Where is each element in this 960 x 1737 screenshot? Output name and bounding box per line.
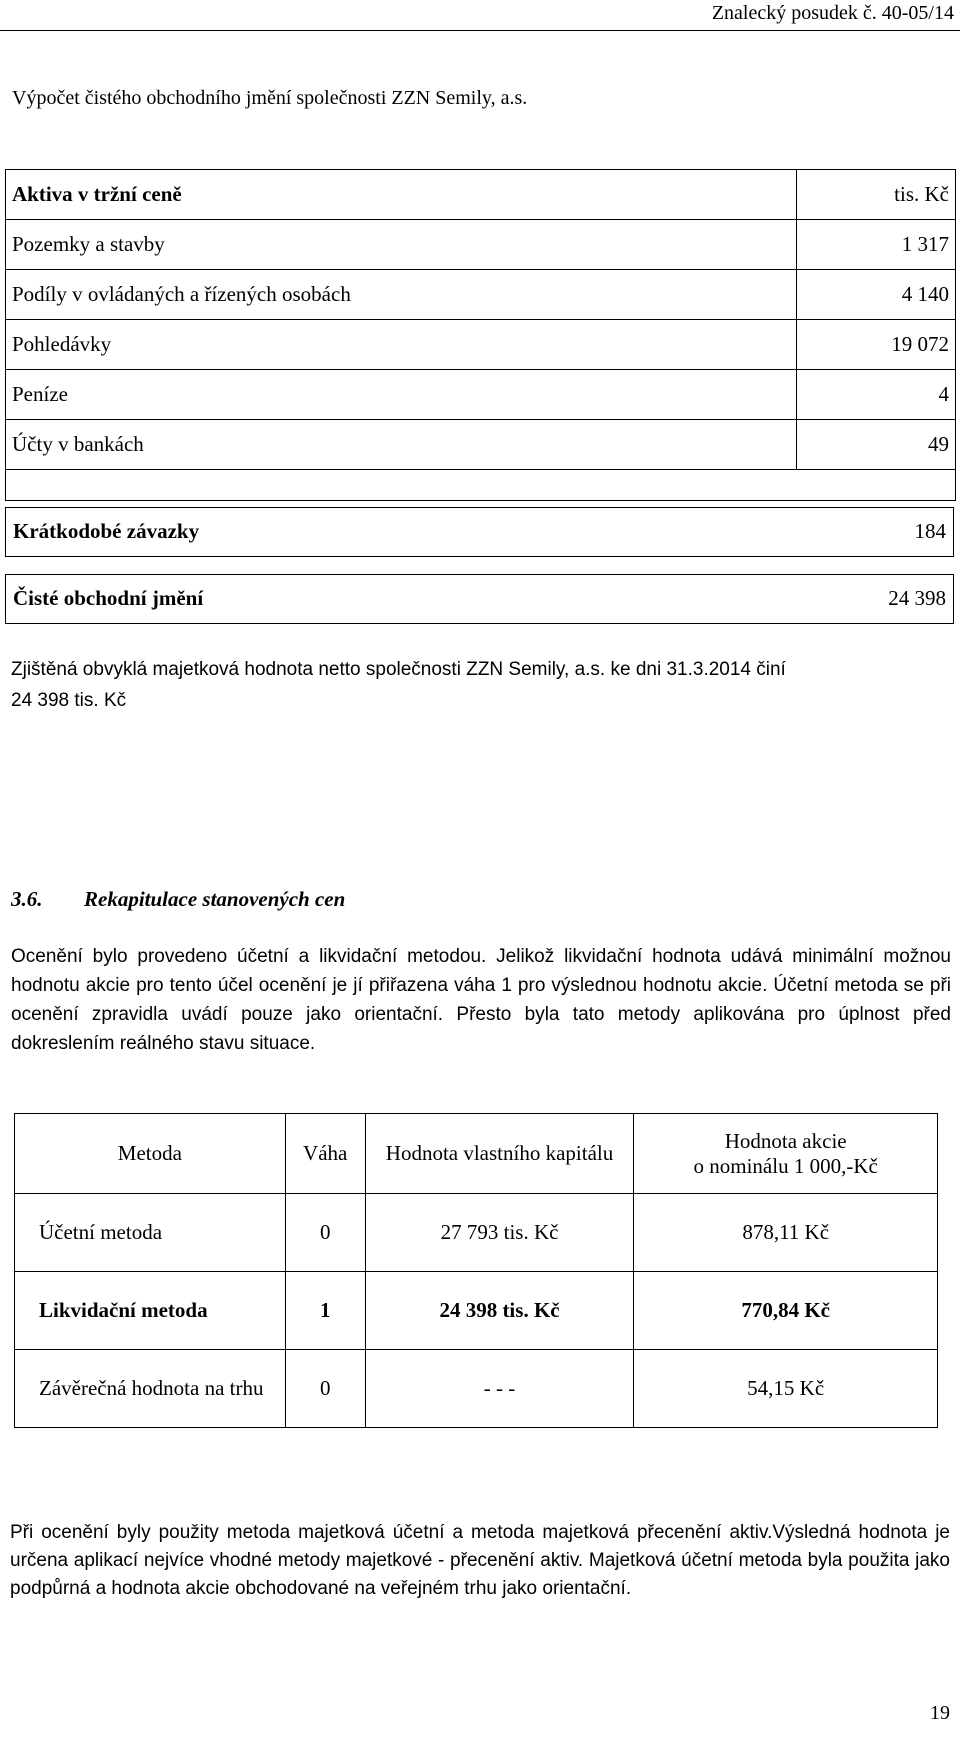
assets-table [5, 169, 956, 501]
header-share-line-2: o nominálu 1 000,-Kč [693, 1153, 878, 1178]
table-row [6, 370, 956, 420]
asset-value: 4 140 [796, 270, 955, 320]
asset-label: Pohledávky [6, 320, 797, 370]
valuation-summary-table [14, 1113, 938, 1428]
summary-header-row [15, 1114, 938, 1194]
liabilities-value: 184 [914, 519, 946, 543]
table-row [6, 270, 956, 320]
liabilities-row [5, 507, 954, 557]
share-cell: 54,15 Kč [634, 1350, 938, 1428]
assets-header-label: Aktiva v tržní ceně [6, 170, 797, 220]
assets-header-row [6, 170, 956, 220]
asset-value: 4 [796, 370, 955, 420]
method-cell: Účetní metoda [15, 1194, 286, 1272]
table-row [15, 1194, 938, 1272]
share-cell: 878,11 Kč [634, 1194, 938, 1272]
closing-paragraph: Při ocenění byly použity metoda majetková účetní a metoda majetková přecenění aktiv.Výsledná hodnota je určena aplikací nejvíce vhodné metody majetkové - přecenění aktiv. Majetková účetní metoda byla použita jako podpůrná a hodnota akcie obchodované na veřejném trhu jako orientační. [10, 1522, 950, 1599]
table-row [15, 1272, 938, 1350]
table-row [6, 320, 956, 370]
net-worth-row [5, 574, 954, 624]
conclusion-line-1: Zjištěná obvyklá majetková hodnota netto společnosti ZZN Semily, a.s. ke dni 31.3.2014 činí [11, 659, 786, 680]
asset-label: Podíly v ovládaných a řízených osobách [6, 270, 797, 320]
equity-cell: 27 793 tis. Kč [365, 1194, 634, 1272]
net-worth-label: Čisté obchodní jmění [13, 586, 204, 610]
asset-value: 1 317 [796, 220, 955, 270]
page-number: 19 [930, 1702, 950, 1724]
report-reference: Znalecký posudek č. 40-05/14 [711, 2, 954, 24]
table-row [6, 420, 956, 470]
asset-value: 49 [796, 420, 955, 470]
header-share-value [634, 1114, 938, 1194]
asset-label: Pozemky a stavby [6, 220, 797, 270]
asset-label: Peníze [6, 370, 797, 420]
weight-cell: 0 [285, 1350, 365, 1428]
asset-value: 19 072 [796, 320, 955, 370]
header-weight: Váha [285, 1114, 365, 1194]
equity-cell: 24 398 tis. Kč [365, 1272, 634, 1350]
equity-cell: - - - [365, 1350, 634, 1428]
table-row [6, 220, 956, 270]
method-cell: Likvidační metoda [15, 1272, 286, 1350]
share-cell: 770,84 Kč [634, 1272, 938, 1350]
assets-unit: tis. Kč [796, 170, 955, 220]
method-cell: Závěrečná hodnota na trhu [15, 1350, 286, 1428]
header-method: Metoda [15, 1114, 286, 1194]
conclusion-line-2: 24 398 tis. Kč [11, 690, 127, 711]
conclusion-text [11, 654, 941, 716]
weight-cell: 1 [285, 1272, 365, 1350]
header-share-line-1: Hodnota akcie [724, 1128, 847, 1153]
header-equity: Hodnota vlastního kapitálu [365, 1114, 634, 1194]
weight-cell: 0 [285, 1194, 365, 1272]
liabilities-label: Krátkodobé závazky [13, 519, 200, 543]
section-title: Rekapitulace stanovených cen [84, 887, 346, 911]
table-row [15, 1350, 938, 1428]
empty-row [6, 470, 956, 501]
section-heading [11, 887, 345, 912]
assets-section-title: Výpočet čistého obchodního jmění společnosti ZZN Semily, a.s. [12, 87, 528, 109]
asset-label: Účty v bankách [6, 420, 797, 470]
net-worth-value: 24 398 [888, 586, 946, 610]
header-divider [0, 30, 960, 31]
section-number: 3.6. [11, 887, 43, 911]
section-paragraph: Ocenění bylo provedeno účetní a likvidační metodou. Jelikož likvidační hodnota udává minimální možnou hodnotu akcie pro tento účel ocenění je jí přiřazena váha 1 pro výslednou hodnotu akcie. Účetní metoda se při ocenění zpravidla uvádí pouze jako orientační. Přesto byla tato metody aplikována pro úplnost před dokreslením reálného stavu situace. [11, 946, 951, 1054]
